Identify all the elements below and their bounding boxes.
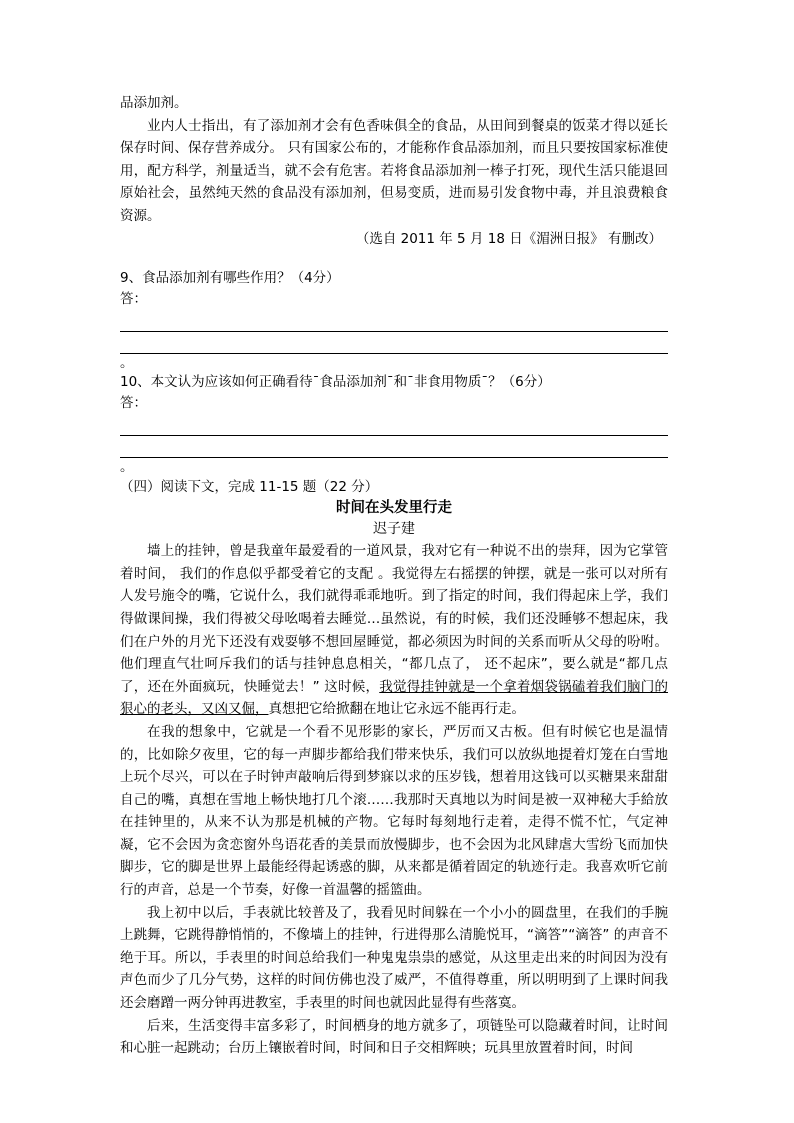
- answer-line[interactable]: [120, 332, 668, 354]
- section-heading: （四）阅读下文，完成 11-15 题（22 分）: [120, 479, 379, 496]
- paragraph-text: 真想把它给掀翻在地让它永远不能再行走。: [268, 701, 525, 718]
- answer-label: 答：: [120, 291, 147, 308]
- question-9: [120, 268, 668, 372]
- reading-section-4: [120, 476, 668, 1060]
- question-10: [120, 372, 668, 476]
- article-paragraph-2: 在我的想象中，它就是一个看不见形影的家长，严厉而又古板。但有时候它也是温情的，比如除夕夜里，它的每一声脚步都给我们带来快乐，我们可以放纵地提着灯笼在白雪地上玩个尽兴，可以在子时钟声敲响后得到梦寐以求的压岁钱，想着用这钱可以买糖果来甜甜自己的嘴，真想在雪地上畅快地打几个滚……我那时天真地以为时间是被一双神秘大手給放在挂钟里的，从来不认为那是机械的产物。它每时每刻地行走着，走得不慌不忙，气定神凝，它不会因为贪恋窗外鸟语花香的美景而放慢脚步，也不会因为北风肆虐大雪纷飞而加快脚步，它的脚是世界上最能经得起诱惑的脚，从来都是循着固定的轨迹行走。我喜欢听它前行的声音，总是一个节奏，好像一首温馨的摇篮曲。: [120, 723, 668, 899]
- question-10-text: 10、本文认为应该如何正确看待ˉ食品添加剂ˉ和ˉ非食用物质ˉ？（6分）: [120, 374, 551, 391]
- answer-label: 答：: [120, 395, 147, 412]
- answer-line[interactable]: [120, 310, 668, 332]
- article-author: 迟子建: [373, 521, 415, 538]
- passage-fragment: 品添加剂。: [120, 95, 188, 111]
- paragraph-text: 墙上的挂钟，曾是我童年最爱看的一道风景，我对它有一种说不出的崇拜，因为它掌管着时间， 我们的作息似乎都受着它的支配 。我觉得左右摇摆的钟摆，就是一张可以对所有人发号施令的嘴，它说什么，我们就得乖乖地听。到了指定的时间，我们得起床上学，我们得做课间操，我们得被父母吆喝着去睡觉…虽然说，有的时候，我们还没睡够不想起床，我们在户外的月光下还没有戏耍够不想回屋睡觉，都必须因为时间的关系而听从父母的吩咐。他们理直气壮呵斥我们的话与挂钟息息相关，“都几点了， 还不起床”，要么就是“都几点了，还在外面疯玩，快睡觉去！” 这时候，: [120, 543, 668, 695]
- article-paragraph-4: 后来，生活变得丰富多彩了，时间栖身的地方就多了，项链坠可以隐藏着时间，让时间和心脏一起跳动；台历上镶嵌着时间，时间和日子交相辉映；玩具里放置着时间，时间: [120, 1017, 668, 1057]
- answer-line[interactable]: [120, 414, 668, 436]
- answer-end-mark: 。: [120, 355, 134, 372]
- passage-paragraph: 业内人士指出，有了添加剂才会有色香味俱全的食品，从田间到餐桌的饭菜才得以延长保存时间、保存营养成分。 只有国家公布的，才能称作食品添加剂，而且只要按国家标准使用，配方科学，剂量适当，就不会有危害。若将食品添加剂一棒子打死，现代生活只能退回原始社会，虽然纯天然的食品没有添加剂，但易变质，进而易引发食物中毒，并且浪费粮食资源。: [120, 117, 668, 224]
- underlined-sentence: 我觉得挂钟就是一个拿着烟袋锅磕着我们脑门的狠心的老头，又凶又倔，: [120, 678, 668, 718]
- spacer: [120, 250, 668, 268]
- article-title: 时间在头发里行走: [336, 500, 452, 517]
- document-page: [120, 92, 668, 1060]
- article-paragraph-1: [120, 540, 668, 721]
- answer-line[interactable]: [120, 436, 668, 458]
- source-citation: （选自 2011 年 5 月 18 日《湄洲日报》 有删改）: [355, 230, 662, 247]
- question-9-text: 9、食品添加剂有哪些作用？（4分）: [120, 270, 340, 287]
- answer-end-mark: 。: [120, 459, 134, 476]
- article-paragraph-3: 我上初中以后，手表就比较普及了，我看见时间躲在一个小小的圆盘里，在我们的手腕上跳舞，它跳得静悄悄的，不像墙上的挂钟，行进得那么清脆悦耳，“滴答”“滴答” 的声音不绝于耳。所以，手表里的时间总给我们一种鬼鬼祟祟的感觉，从这里走出来的时间因为没有声色而少了几分气势，这样的时间仿佛也没了威严，不值得尊重，所以明明到了上课时间我还会磨蹭一两分钟再进教室，手表里的时间也就因此显得有些落寞。: [120, 904, 668, 1012]
